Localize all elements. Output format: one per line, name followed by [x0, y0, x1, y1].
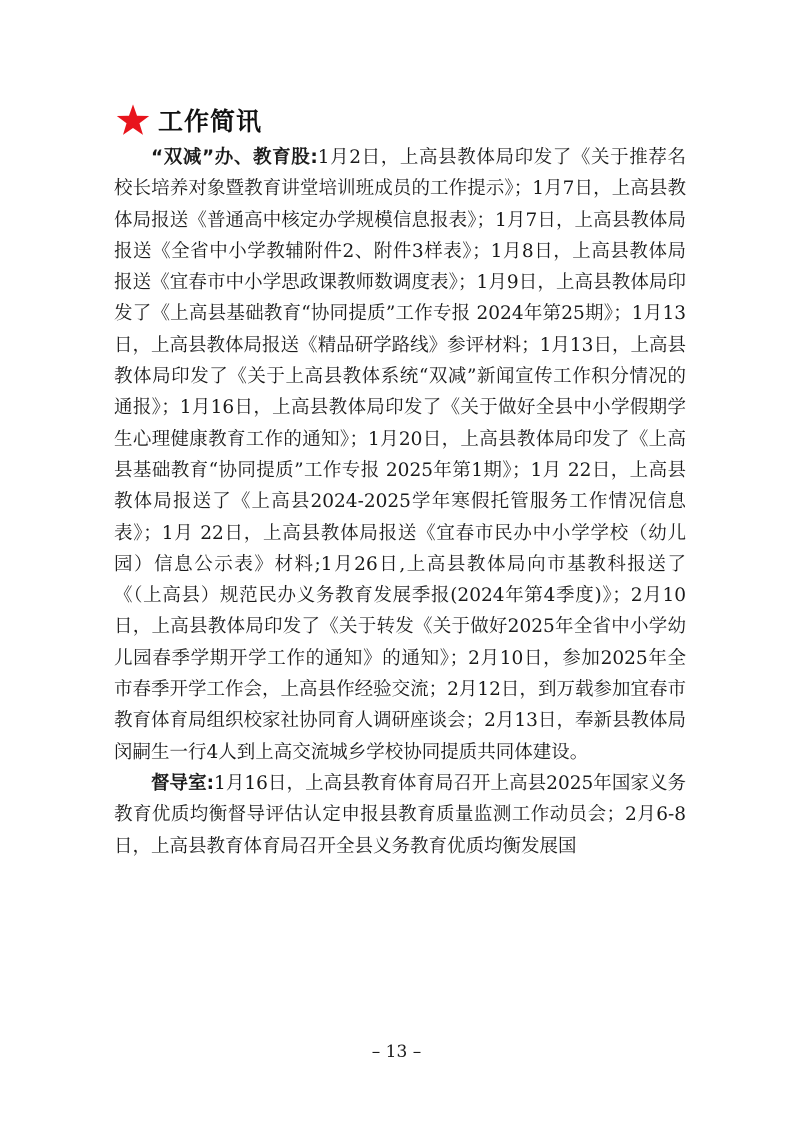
section-heading [116, 100, 262, 140]
page-number: – 13 – [371, 1042, 422, 1062]
section-title: 工作简讯 [158, 107, 263, 136]
paragraph-lead: “双减”办、教育股: [151, 147, 318, 168]
body-text [114, 142, 686, 862]
paragraph-inspection-office [114, 768, 686, 862]
paragraph-education-office [114, 142, 686, 768]
paragraph-lead: 督导室: [151, 772, 215, 794]
paragraph-text: 1月16日，上高县教育体育局召开上高县2025年国家义务教育优质均衡督导评估认定申报县教育质量监测工作动员会；2月6-8日，上高县教育体育局召开全县义务教育优质均衡发展国 [114, 772, 686, 857]
paragraph-text: 1月2日，上高县教体局印发了《关于推荐名校长培养对象暨教育讲堂培训班成员的工作提示》；1月7日，上高县教体局报送《普通高中核定办学规模信息报表》；1月7日，上高县教体局报送《全省中小学教辅附件2、附件3样表》；1月8日，上高县教体局报送《宜春市中小学思政课教师数调度表》；1月9日，上高县教体局印发了《上高县基础教育“协同提质”工作专报 2024年第25期》；1月13日，上高县教体局报送《精品研学路线》参评材料；1月13日，上高县教体局印发了《关于上高县教体系统“双减”新闻宣传工作积分情况的通报》；1月16日，上高县教体局印发了《关于做好全县中小学假期学生心理健康教育工作的通知》；1月20日，上高县教体局印发了《上高县基础教育“协同提质”工作专报 2025年第1期》；1月 22日，上高县教体局报送了《上高县2024-2025学年寒假托管服务工作情况信息表》；1月 22日，上高县教体局报送《宜春市民办中小学学校（幼儿园）信息公示表》材料;1月26日,上高县教体局向市基教科报送了《（上高县）规范民办义务教育发展季报(2024年第4季度)》；2月10日，上高县教体局印发了《关于转发《关于做好2025年全省中小学幼儿园春季学期开学工作的通知》的通知》；2月10日，参加2025年全市春季开学工作会，上高县作经验交流；2月12日，到万载参加宜春市教育体育局组织校家社协同育人调研座谈会；2月13日，奉新县教体局闵嗣生一行4人到上高交流城乡学校协同提质共同体建设。 [114, 147, 687, 763]
star-icon [116, 103, 150, 137]
